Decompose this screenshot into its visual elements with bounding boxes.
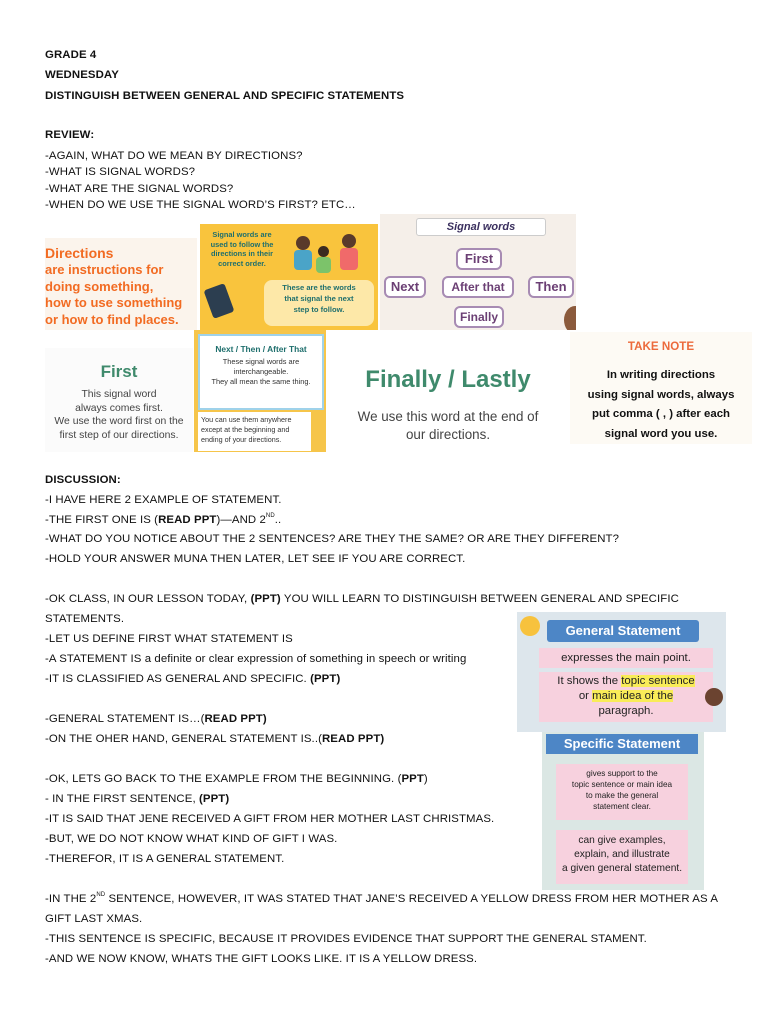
take-note-line: put comma ( , ) after each [592,408,730,420]
specific-box2-line: a given general statement. [561,863,683,874]
first-line: first step of our directions. [59,429,179,441]
general-line2-text: It shows the [557,675,622,687]
discussion-ppt-ref: (PPT) [310,673,341,685]
signal-word-next: Next [384,276,426,298]
discussion-line [45,513,281,527]
next-then-line: They all mean the same thing. [211,377,311,386]
discussion-line: -AND WE NOW KNOW, WHATS THE GIFT LOOKS LIKE. IT IS A YELLOW DRESS. [45,953,478,965]
discussion-line: -LET US DEFINE FIRST WHAT STATEMENT IS [45,633,293,645]
directions-line: or how to find places. [45,311,179,327]
next-then-title: Next / Then / After That [215,344,307,354]
person-icon [564,306,576,330]
discussion-line: -I HAVE HERE 2 EXAMPLE OF STATEMENT. [45,494,282,506]
discussion-line: STATEMENTS. [45,613,125,625]
discussion-line: -THEREFOR, IT IS A GENERAL STATEMENT. [45,853,285,865]
discussion-line [45,892,718,906]
day-label: WEDNESDAY [45,69,119,81]
slide-first [45,348,193,452]
discussion-line [45,592,679,606]
signal-intro-line: step to follow. [293,305,345,314]
grade-label: GRADE 4 [45,49,97,61]
slide-signal-intro [200,224,378,330]
slide-directions [45,238,197,330]
review-line: -AGAIN, WHAT DO WE MEAN BY DIRECTIONS? [45,150,303,162]
directions-line: doing something, [45,278,154,294]
discussion-text: -OK CLASS, IN OUR LESSON TODAY, [45,593,251,605]
signal-word-first: First [456,248,502,270]
discussion-line [45,772,428,786]
next-then-bottom-line: ending of your directions. [201,435,282,444]
next-then-line: interchangeable. [233,367,289,376]
ordinal-suffix: ND [265,513,275,519]
discussion-ppt-ref: (PPT) [250,593,281,605]
phone-map-icon [204,283,235,319]
next-then-line: These signal words are [222,357,300,366]
first-title: First [100,362,138,381]
sun-icon [520,616,540,636]
ordinal-suffix: ND [96,892,106,898]
slide-finally [330,346,566,452]
first-line: This signal word [81,389,157,400]
signal-intro-line: correct order. [218,258,266,268]
signal-intro-line: used to follow the [210,239,274,249]
specific-box2-line: can give examples, [578,835,666,846]
discussion-line: -WHAT DO YOU NOTICE ABOUT THE 2 SENTENCES? ARE THEY THE SAME? OR ARE THEY DIFFERENT? [45,533,620,545]
discussion-line [45,732,384,746]
slide-signal-words [380,214,576,330]
discussion-line [45,712,267,726]
discussion-line: -IT IS SAID THAT JENE RECEIVED A GIFT FROM HER MOTHER LAST CHRISTMAS. [45,813,495,825]
take-note-line: In writing directions [606,369,716,381]
discussion-text: -IN THE 2 [45,893,97,905]
signal-word-then: Then [528,276,574,298]
review-line: -WHEN DO WE USE THE SIGNAL WORD’S FIRST? ETC… [45,199,356,211]
finally-title: Finally / Lastly [365,366,531,393]
first-line: always comes first. [75,402,163,414]
finally-line: our directions. [405,427,491,442]
specific-statement-title: Specific Statement [546,734,698,754]
directions-line: how to use something [45,295,183,310]
signal-intro-line: Signal words are [212,230,272,239]
discussion-ppt-ref: READ PPT [158,514,217,526]
discussion-line: -THIS SENTENCE IS SPECIFIC, BECAUSE IT PROVIDES EVIDENCE THAT SUPPORT THE GENERAL STAMENT. [45,933,647,945]
next-then-bottom-line: You can use them anywhere [201,415,292,424]
discussion-text: SENTENCE, HOWEVER, IT WAS STATED THAT JANE’S RECEIVED A YELLOW DRESS FROM HER MOTHER AS A [105,893,719,905]
review-heading: REVIEW: [45,129,95,141]
kid-body-icon [340,248,358,270]
discussion-text: )—AND 2 [216,514,266,526]
slide-take-note [570,332,752,444]
signal-words-banner: Signal words [416,218,546,236]
discussion-line: -HOLD YOUR ANSWER MUNA THEN LATER, LET SEE IF YOU ARE CORRECT. [45,553,466,565]
discussion-ppt-ref: READ PPT) [204,713,267,725]
take-note-line: using signal words, always [587,388,735,401]
review-line: -WHAT ARE THE SIGNAL WORDS? [45,183,234,195]
lesson-title: DISTINGUISH BETWEEN GENERAL AND SPECIFIC STATEMENTS [45,90,405,102]
take-note-title: TAKE NOTE [627,340,695,353]
discussion-text: -OK, LETS GO BACK TO THE EXAMPLE FROM THE BEGINNING. ( [45,773,402,785]
general-statement-title: General Statement [547,620,699,642]
girl-icon [705,688,723,706]
take-note-line: signal word you use. [604,427,718,440]
discussion-text: -IT IS CLASSIFIED AS GENERAL AND SPECIFIC. [45,673,311,685]
discussion-line: -A STATEMENT IS a definite or clear expression of something in speech or writing [45,653,467,665]
general-main-idea: main idea of the [592,690,674,702]
discussion-line [45,792,229,806]
specific-box1-line: to make the general [585,791,659,800]
discussion-line: GIFT LAST XMAS. [45,913,143,925]
next-then-bottom-line: except at the beginning and [201,425,290,434]
kid-head-icon [342,234,356,248]
discussion-text: -GENERAL STATEMENT IS…( [45,713,205,725]
kid-head-icon [296,236,310,250]
discussion-line [45,672,340,686]
general-line1: expresses the main point. [539,648,713,668]
general-line4: paragraph. [598,705,654,717]
kid-body-icon [294,250,312,270]
directions-title: Directions [45,245,114,261]
specific-box1-line: statement clear. [593,802,651,811]
slide-general-statement [517,612,726,732]
signal-intro-line: that signal the next [284,294,354,303]
discussion-ppt-ref: READ PPT) [321,733,385,745]
finally-line: We use this word at the end of [357,409,539,424]
discussion-text: -ON THE OHER HAND, GENERAL STATEMENT IS..( [45,733,322,745]
discussion-text: - IN THE FIRST SENTENCE, [45,793,199,805]
review-line: -WHAT IS SIGNAL WORDS? [45,166,196,178]
specific-box2-line: explain, and illustrate [574,849,670,860]
signal-word-after-that: After that [442,276,514,298]
signal-word-finally: Finally [454,306,504,328]
signal-intro-line: These are the words [282,283,356,292]
discussion-text: .. [274,514,282,526]
directions-line: are instructions for [45,262,164,277]
specific-box1-line: topic sentence or main idea [571,780,673,789]
general-line3-text: or [578,690,593,702]
discussion-ppt-ref: PPT [401,773,424,785]
kid-head-icon [318,246,329,257]
kid-body-icon [316,257,331,273]
discussion-text: ) [423,773,428,785]
discussion-line: -BUT, WE DO NOT KNOW WHAT KIND OF GIFT I WAS. [45,833,338,845]
general-topic-sentence: topic sentence [621,675,695,687]
specific-box1-line: gives support to the [586,769,658,778]
discussion-heading: DISCUSSION: [45,474,121,486]
first-line: We use the word first on the [54,416,184,427]
signal-intro-line: directions in their [210,249,273,258]
slide-specific-statement [542,732,704,890]
discussion-text: YOU WILL LEARN TO DISTINGUISH BETWEEN GENERAL AND SPECIFIC [280,593,679,605]
slide-next-then [194,330,326,452]
discussion-ppt-ref: (PPT) [198,793,230,805]
discussion-text: -THE FIRST ONE IS ( [45,514,159,526]
